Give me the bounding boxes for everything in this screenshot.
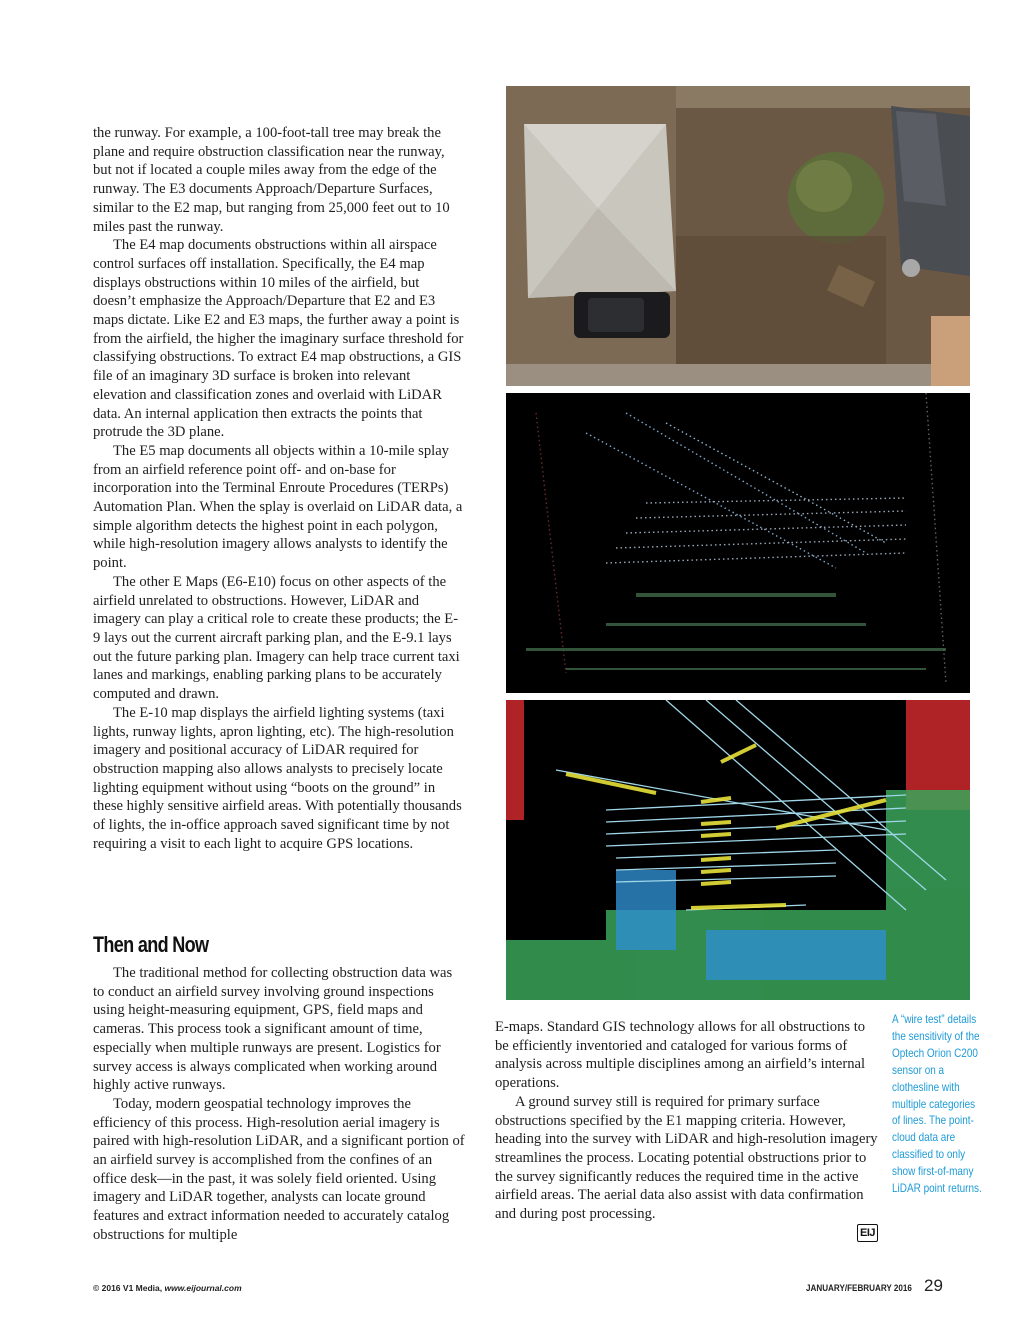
paragraph: The E4 map documents obstructions within all airspace control surfaces off installation. Specifically, the E4 map displays obstructions within 10 miles of the airfield, but doesn’t emphasize the Approach/Departure that E2 and E3 maps dictate. Like E2 and E3 maps, the further away a point is from the airfield, the higher the imaginary surface threshold for classifying obstructions. To extract E4 map obstructions, a GIS file of an imaginary 3D surface is broken into relevant elevation and classification zones and overlaid with LiDAR data. An internal application then extracts the points that protrude the 3D plane.	[93, 237, 464, 441]
paragraph: Today, modern geospatial technology improves the efficiency of this process. High-resolution aerial imagery is paired with high-resolution LiDAR, and a significant portion of an airfield survey is accomplished from the confines of an office desk—in the past, it was solely field oriented. Using imagery and LiDAR together, analysts can locate ground features and extract information needed to accurately catalog obstructions for multiple	[93, 1095, 465, 1243]
paragraph: The E-10 map displays the airfield lighting systems (taxi lights, runway lights, apron lighting, etc). The high-resolution imagery and positional accuracy of LiDAR required for obstruction mapping also allows analysts to precisely locate lighting equipment without using “boots on the ground” in these highly sensitive airfield areas. With potentially thousands of lights, the in-office approach saved significant time by not requiring a visit to each light to acquire GPS locations.	[93, 704, 462, 852]
footer-issue: JANUARY/FEBRUARY 2016	[806, 1283, 912, 1293]
paragraph: E-maps. Standard GIS technology allows for all obstructions to be efficiently inventoried and cataloged for various forms of analysis across multiple disciplines among an airfield’s internal operations.	[495, 1019, 866, 1092]
end-mark-logo: EIJ	[857, 1224, 878, 1242]
copyright-text: © 2016 V1 Media,	[93, 1283, 163, 1293]
paragraph: the runway. For example, a 100-foot-tall tree may break the plane and require obstruction classification near the runway, but not if located a couple miles away from the edge of the runway. The E3 documents Approach/Departure Surfaces, similar to the E2 map, but ranging from 25,000 feet out to 10 miles past the runway.	[93, 125, 450, 235]
paragraph: A ground survey still is required for primary surface obstructions specified by the E1 mapping criteria. However, heading into the survey with LiDAR and high-resolution imagery streamlines the process. Locating potential obstructions prior to the survey significantly reduces the required time in the active airfield areas. The aerial data also assist with data confirmation and during post processing.	[495, 1093, 878, 1223]
page-number: 29	[924, 1276, 943, 1295]
paragraph: The other E Maps (E6-E10) focus on other aspects of the airfield unrelated to obstructions. However, LiDAR and imagery can play a critical role to create these products; the E-9 lays out the current aircraft parking plan, and the E-9.1 lays out the future parking plan. Imagery can help trace current taxi lanes and markings, enabling parking plans to be accurately computed and drawn.	[93, 573, 460, 703]
paragraph: The traditional method for collecting obstruction data was to conduct an airfield survey involving ground inspections using height-measuring equipment, GPS, field maps and cameras. This process took a significant amount of time, especially when multiple runways are present. Logistics for survey access is always complicated when working around highly active runways.	[93, 965, 453, 1094]
footer-copyright	[93, 1283, 242, 1293]
left-column-top	[93, 124, 465, 853]
paragraph: The E5 map documents all objects within a 10-mile splay from an airfield reference point off- and on-base for incorporation into the Terminal Enroute Procedures (TERPs) Automation Plan. When the splay is overlaid on LiDAR data, a simple algorithm detects the highest point in each polygon, while high-resolution imagery allows analysts to identify the point.	[93, 442, 463, 572]
lidar-pointcloud	[506, 393, 970, 693]
right-column	[495, 1018, 879, 1224]
left-column-bottom	[93, 964, 465, 1245]
footer-url[interactable]: www.eijournal.com	[164, 1283, 242, 1293]
lidar-wire-test	[506, 700, 970, 1000]
aerial-photo	[506, 86, 970, 386]
figure-caption: A “wire test” details the sensitivity of the Optech Orion C200 sensor on a clothesline with multiple categories of lines. The point-cloud data are classified to only show first-of-many LiDAR point returns.	[892, 1013, 982, 1196]
section-heading: Then and Now	[93, 932, 209, 957]
